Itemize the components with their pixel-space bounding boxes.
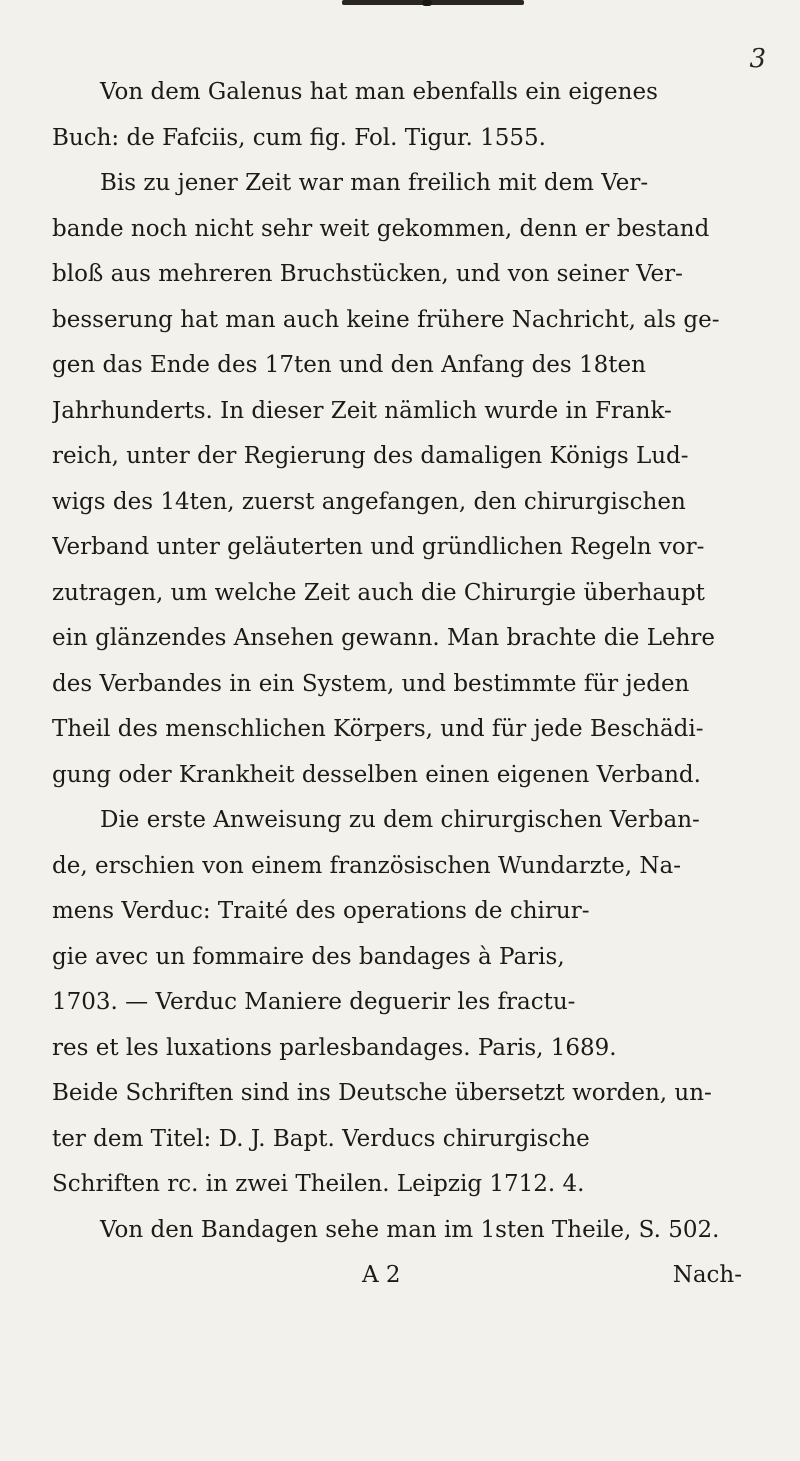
text-line: ter dem Titel: D. J. Bapt. Verducs chirurgische: [52, 1125, 590, 1152]
top-ornament: [422, 0, 432, 6]
text-line: mens Verduc: Traité des operations de chirur-: [52, 898, 590, 924]
text-line: res et les luxations parlesbandages. Paris, 1689.: [52, 1034, 617, 1061]
text-line: Jahrhunderts. In dieser Zeit nämlich wurde in Frank-: [52, 397, 672, 424]
text-line: gie avec un fommaire des bandages à Paris,: [52, 943, 565, 970]
text-line: Theil des menschlichen Körpers, und für jede Beschädi-: [52, 716, 704, 742]
text-line: Buch: de Fafciis, cum fig. Fol. Tigur. 1555.: [52, 124, 546, 151]
text-line: des Verbandes in ein System, und bestimmte für jeden: [52, 670, 690, 697]
text-line: Beide Schriften sind ins Deutsche übersetzt worden, un-: [52, 1080, 712, 1106]
body-text: [52, 70, 772, 1299]
text-line: 1703. — Verduc Maniere deguerir les fractu-: [52, 989, 576, 1015]
text-line: bande noch nicht sehr weit gekommen, denn er bestand: [52, 215, 710, 242]
text-line: wigs des 14ten, zuerst angefangen, den chirurgischen: [52, 488, 686, 515]
page-number: 3: [749, 44, 766, 74]
text-line: zutragen, um welche Zeit auch die Chirurgie überhaupt: [52, 579, 705, 606]
text-line: Die erste Anweisung zu dem chirurgischen Verban-: [100, 807, 700, 833]
top-decorative-rule: [342, 0, 524, 5]
text-line: ein glänzendes Ansehen gewann. Man brachte die Lehre: [52, 625, 716, 651]
text-line: bloß aus mehreren Bruchstücken, und von seiner Ver-: [52, 261, 683, 287]
text-line: de, erschien von einem französischen Wundarzte, Na-: [52, 852, 681, 879]
catchword: Nach-: [672, 1262, 742, 1288]
text-line: besserung hat man auch keine frühere Nachricht, als ge-: [52, 306, 720, 333]
text-line: Verband unter geläuterten und gründlichen Regeln vor-: [52, 534, 705, 560]
text-line: reich, unter der Regierung des damaligen Königs Lud-: [52, 443, 689, 469]
text-line: Schriften rc. in zwei Theilen. Leipzig 1712. 4.: [52, 1171, 585, 1197]
text-line: Bis zu jener Zeit war man freilich mit dem Ver-: [100, 170, 649, 196]
signature-mark: A 2: [362, 1262, 401, 1288]
text-line: Von den Bandagen sehe man im 1sten Theile, S. 502.: [100, 1216, 720, 1243]
page-footer: [52, 1253, 772, 1299]
text-line: gen das Ende des 17ten und den Anfang des 18ten: [52, 352, 646, 378]
text-line: Von dem Galenus hat man ebenfalls ein eigenes: [100, 79, 658, 105]
text-line: gung oder Krankheit desselben einen eigenen Verband.: [52, 761, 701, 788]
